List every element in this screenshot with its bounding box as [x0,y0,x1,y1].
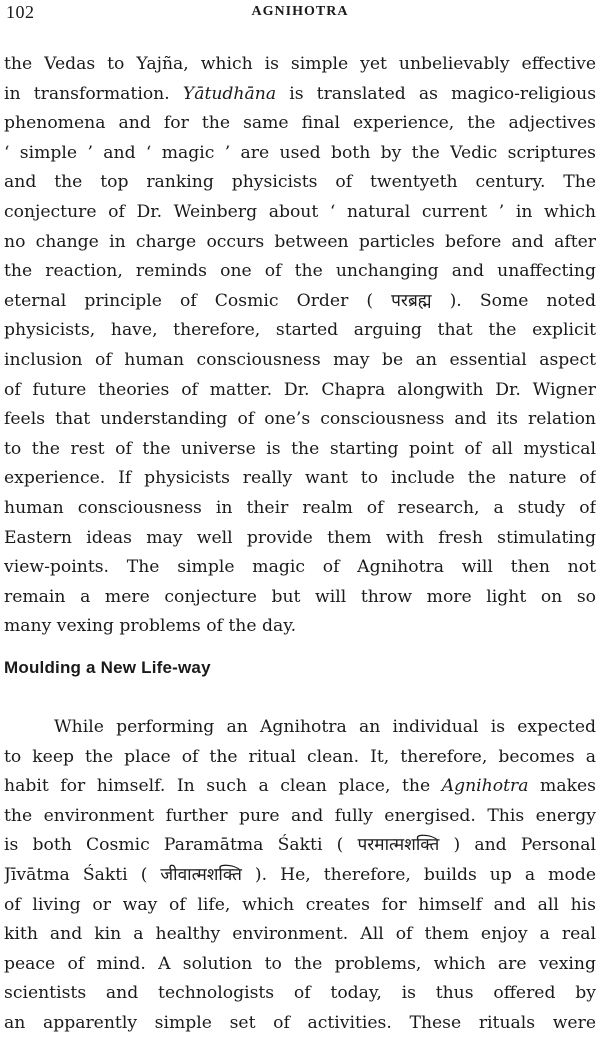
text-line: ‘ simple ’ and ‘ magic ’ are used both by the Vedic scriptures [4,142,596,163]
text-line: to keep the place of the ritual clean. It, therefore, becomes a [4,746,596,767]
text-line [4,772,596,802]
page-number: 102 [6,2,35,22]
text-line: of future theories of matter. Dr. Chapra alongwith Dr. Wigner [4,379,596,400]
text-line: eternal principle of Cosmic Order ( परब्रह्म ). Some noted [4,290,596,311]
text-line: physicists, have, therefore, started arguing that the explicit [4,320,596,341]
text-line: view-points. The simple magic of Agnihotra will then not [4,557,596,578]
text-line: experience. If physicists really want to include the nature of [4,468,596,489]
text-line: feels that understanding of one’s consciousness and its relation [4,409,596,430]
paragraph-1 [4,50,596,642]
text-line: the environment further pure and fully energised. This energy [4,805,596,826]
text-line: human consciousness in their realm of research, a study of [4,497,596,518]
italic-term: Yātudhāna [182,83,277,104]
running-head [4,2,596,26]
text-line: scientists and technologists of today, is thus offered by [4,983,596,1004]
italic-term: Agnihotra [441,776,529,797]
running-title: AGNIHOTRA [251,4,349,19]
text-line: no change in charge occurs between particles before and after [4,231,596,252]
text-line: an apparently simple set of activities. These rituals were [4,1012,596,1033]
text-line [4,80,596,110]
text-line: many vexing problems of the day. [4,616,297,637]
text-line: conjecture of Dr. Weinberg about ‘ natural current ’ in which [4,201,596,222]
text-line: inclusion of human consciousness may be an essential aspect [4,349,596,370]
text-line: is both Cosmic Paramātma Śakti ( परमात्मशक्ति ) and Personal [4,835,596,856]
text-line: the Vedas to Yajña, which is simple yet unbelievably effective [4,54,596,74]
text-line: to the rest of the universe is the starting point of all mystical [4,438,596,459]
text-line: Jīvātma Śakti ( जीवात्मशक्ति ). He, therefore, builds up a mode [4,864,596,885]
text-line: phenomena and for the same final experience, the adjectives [4,113,596,134]
text-line: the reaction, reminds one of the unchanging and unaffecting [4,261,596,282]
text-line: kith and kin a healthy environment. All of them enjoy a real [4,924,596,945]
text-fragment: habit for himself. In such a clean place, the [4,776,431,797]
text-fragment: makes [540,776,596,797]
paragraph-2 [4,713,596,1039]
text-line: While performing an Agnihotra an individual is expected [54,717,596,737]
section-heading: Moulding a New Life-way [4,658,211,677]
text-line: peace of mind. A solution to the problems, which are vexing [4,953,596,974]
text-line: Eastern ideas may well provide them with fresh stimulating [4,527,596,548]
text-fragment: in transformation. [4,83,170,104]
text-line: remain a mere conjecture but will throw more light on so [4,586,596,607]
text-line: and the top ranking physicists of twentyeth century. The [4,172,596,193]
text-fragment: is translated as magico-religious [289,83,596,104]
text-line: of living or way of life, which creates for himself and all his [4,894,596,915]
